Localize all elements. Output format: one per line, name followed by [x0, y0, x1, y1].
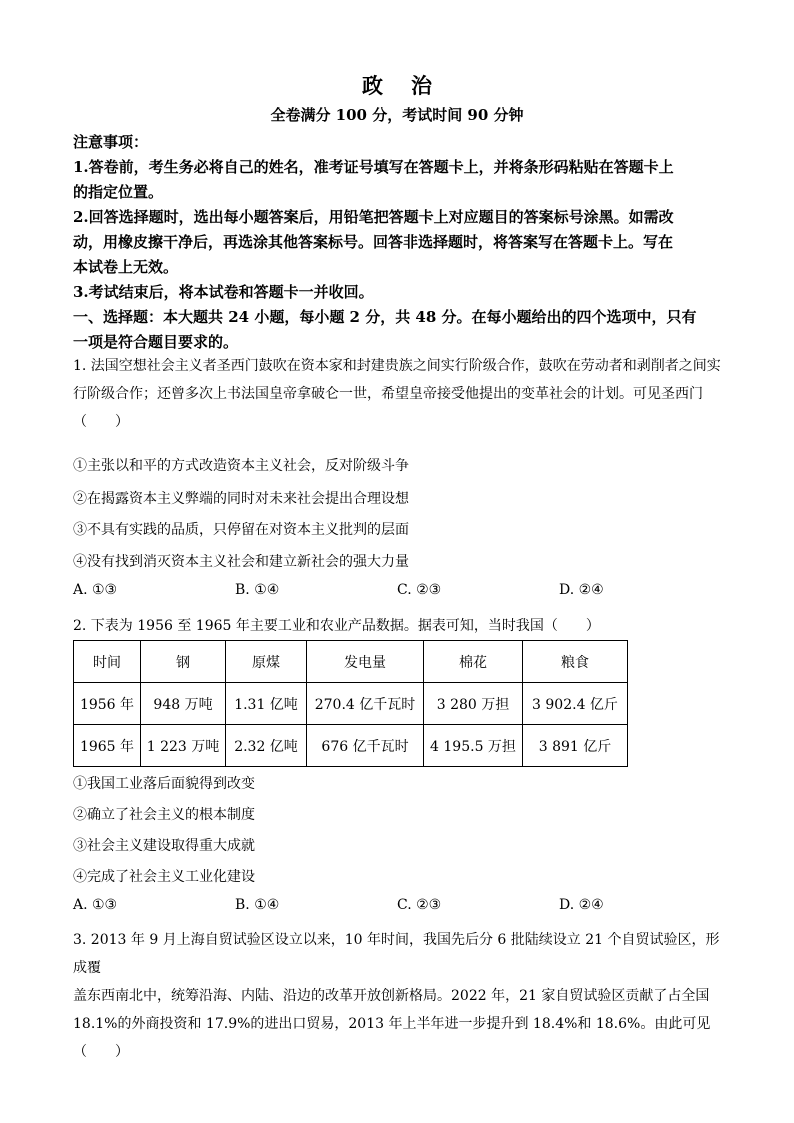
table-cell: 2.32 亿吨	[226, 725, 307, 767]
q2-option-d: D. ②④	[559, 897, 604, 913]
question-1-stem-line: 1. 法国空想社会主义者圣西门鼓吹在资本家和封建贵族之间实行阶级合作，鼓吹在劳动者和剥削者之间实	[73, 358, 721, 374]
q2-statement-4: ④完成了社会主义工业化建设	[73, 869, 255, 885]
table-cell: 1.31 亿吨	[226, 683, 307, 725]
question-2-stem-line: 2. 下表为 1956 至 1965 年主要工业和农业产品数据。据表可知，当时我国（ ）	[73, 618, 600, 634]
q2-option-b: B. ①④	[235, 897, 280, 913]
q1-statement-3: ③不具有实践的品质，只停留在对资本主义批判的层面	[73, 522, 409, 538]
q1-option-c: C. ②③	[397, 582, 442, 598]
table-row	[74, 725, 628, 767]
notes-section	[73, 130, 721, 355]
question-3-stem	[73, 926, 723, 1066]
notes-heading: 注意事项：	[73, 133, 149, 151]
table-cell: 3 891 亿斤	[523, 725, 628, 767]
table-cell: 3 280 万担	[424, 683, 523, 725]
table-cell: 1 223 万吨	[141, 725, 226, 767]
table-cell: 270.4 亿千瓦时	[307, 683, 424, 725]
table-header-row	[74, 641, 628, 683]
production-table	[73, 640, 628, 767]
table-header-cell: 粮食	[523, 641, 628, 683]
q1-options	[73, 582, 723, 606]
question-1-stem	[73, 352, 723, 436]
q2-statement-2: ②确立了社会主义的根本制度	[73, 807, 255, 823]
table-header-cell: 发电量	[307, 641, 424, 683]
question-1-stem-line: 行阶级合作；还曾多次上书法国皇帝拿破仑一世，希望皇帝接受他提出的变革社会的计划。可见圣西门	[73, 386, 703, 402]
table-header-cell: 钢	[141, 641, 226, 683]
q1-option-b: B. ①④	[235, 582, 280, 598]
q2-option-c: C. ②③	[397, 897, 442, 913]
q2-option-a: A. ①③	[73, 897, 118, 913]
exam-subtitle: 全卷满分 100 分，考试时间 90 分钟	[270, 106, 524, 124]
q1-statement-2: ②在揭露资本主义弊端的同时对未来社会提出合理设想	[73, 491, 409, 507]
q2-statement-1: ①我国工业落后面貌得到改变	[73, 776, 255, 792]
q1-option-a: A. ①③	[73, 582, 118, 598]
q2-statement-3: ③社会主义建设取得重大成就	[73, 838, 255, 854]
table-cell: 948 万吨	[141, 683, 226, 725]
table-header-cell: 时间	[74, 641, 141, 683]
table-header-cell: 原煤	[226, 641, 307, 683]
notes-line: 动，用橡皮擦干净后，再选涂其他答案标号。回答非选择题时，将答案写在答题卡上。写在	[73, 233, 674, 251]
notes-line: 本试卷上无效。	[73, 258, 179, 276]
notes-line: 1.答卷前，考生务必将自己的姓名，准考证号填写在答题卡上，并将条形码粘贴在答题卡上	[73, 158, 674, 176]
table-header-cell: 棉花	[424, 641, 523, 683]
question-3-stem-line: 18.1%的外商投资和 17.9%的进出口贸易，2013 年上半年进一步提升到 18.4%和 18.6%。由此可见（ ）	[73, 1016, 711, 1060]
section-heading: 一项是符合题目要求的。	[73, 333, 239, 351]
table-cell: 676 亿千瓦时	[307, 725, 424, 767]
notes-line: 的指定位置。	[73, 183, 164, 201]
question-1-stem-line: （ ）	[73, 414, 129, 430]
question-2-stem	[73, 612, 723, 640]
q2-options	[73, 897, 723, 921]
notes-line: 2.回答选择题时，选出每小题答案后，用铅笔把答题卡上对应题目的答案标号涂黑。如需改	[73, 208, 674, 226]
q1-statement-4: ④没有找到消灭资本主义社会和建立新社会的强大力量	[73, 554, 409, 570]
question-3-stem-line: 3. 2013 年 9 月上海自贸试验区设立以来，10 年时间，我国先后分 6 批陆续设立 21 个自贸试验区，形成覆	[73, 932, 720, 976]
table-cell: 1956 年	[74, 683, 141, 725]
table-row	[74, 683, 628, 725]
q1-option-d: D. ②④	[559, 582, 604, 598]
q1-statement-1: ①主张以和平的方式改造资本主义社会，反对阶级斗争	[73, 458, 409, 474]
table-cell: 3 902.4 亿斤	[523, 683, 628, 725]
section-heading: 一、选择题：本大题共 24 小题，每小题 2 分，共 48 分。在每小题给出的四个选项中，只有	[73, 308, 697, 326]
table-cell: 4 195.5 万担	[424, 725, 523, 767]
notes-line: 3.考试结束后，将本试卷和答题卡一并收回。	[73, 283, 374, 301]
table-cell: 1965 年	[74, 725, 141, 767]
page-title: 政治	[362, 73, 460, 98]
question-3-stem-line: 盖东西南北中，统筹沿海、内陆、沿边的改革开放创新格局。2022 年，21 家自贸试验区贡献了占全国	[73, 988, 710, 1004]
